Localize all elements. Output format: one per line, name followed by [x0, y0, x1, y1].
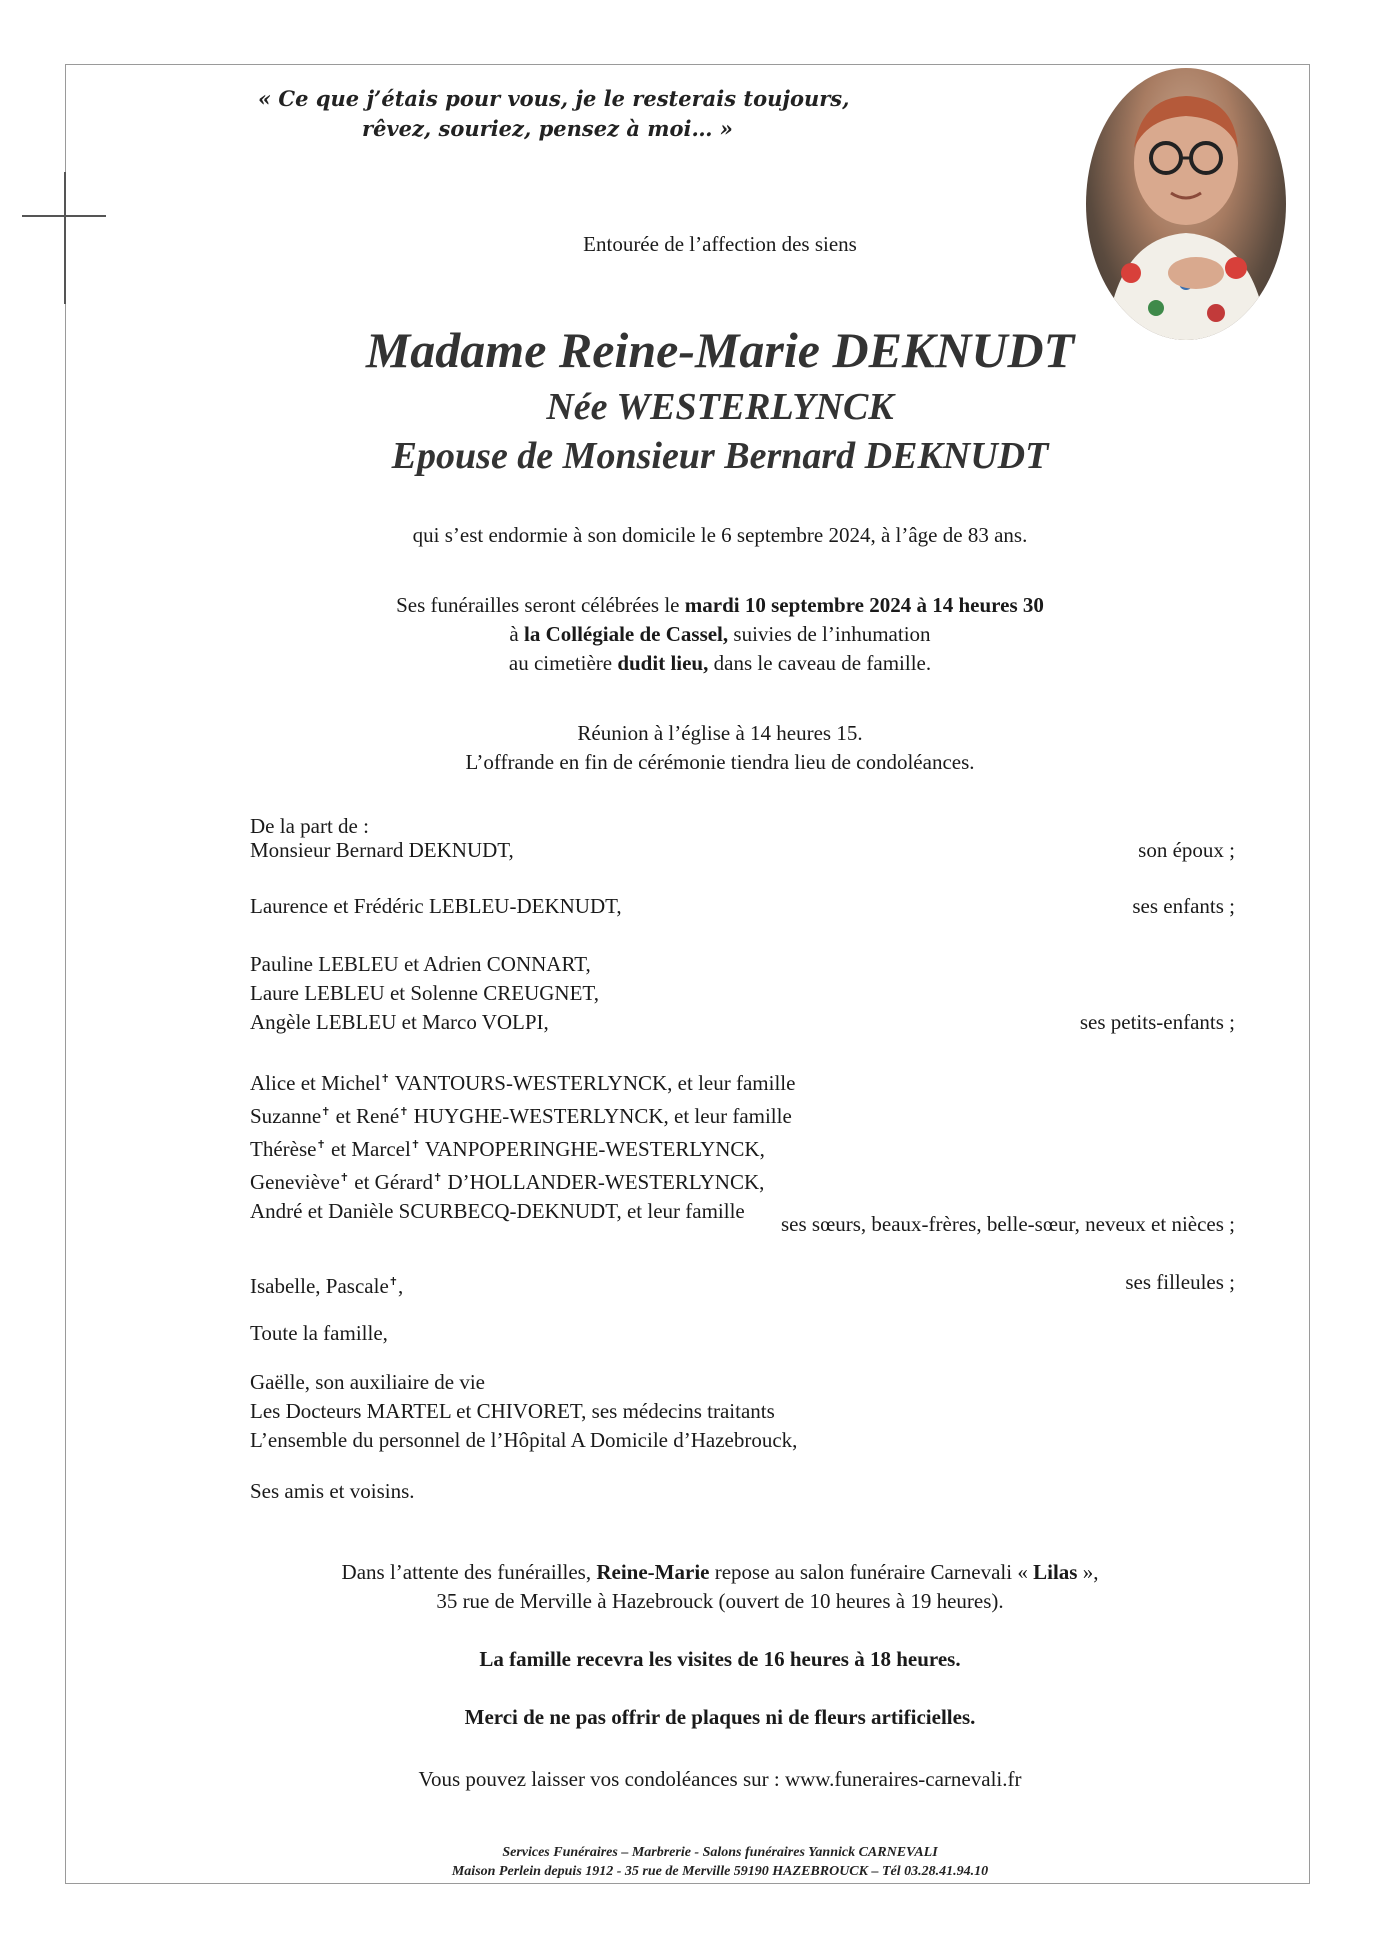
- sibling-2a: Suzanne: [250, 1104, 322, 1128]
- funeral-line-2b: suivies de l’inhumation: [728, 622, 931, 646]
- salon-line-2: 35 rue de Merville à Hazebrouck (ouvert de 10 heures à 19 heures).: [436, 1589, 1004, 1613]
- sibling-3b: et Marcel: [325, 1137, 411, 1161]
- meeting-details: [230, 719, 1210, 777]
- meeting-line-1: Réunion à l’église à 14 heures 15.: [577, 721, 863, 745]
- children-names: Laurence et Frédéric LEBLEU-DEKNUDT,: [250, 894, 622, 918]
- siblings-relation: ses sœurs, beaux-frères, belle-sœur, neveux et nièces ;: [781, 1212, 1235, 1236]
- family-siblings: [250, 1065, 1235, 1236]
- footer: [230, 1843, 1210, 1881]
- salon-details: [230, 1558, 1210, 1616]
- cross-mark: ✝: [339, 1172, 350, 1184]
- sibling-4b: et Gérard: [349, 1170, 433, 1194]
- cross-mark: ✝: [321, 1106, 331, 1118]
- sibling-4c: D’HOLLANDER-WESTERLYNCK,: [442, 1170, 765, 1194]
- grandchild-3: Angèle LEBLEU et Marco VOLPI,: [250, 1010, 549, 1034]
- sibling-2b: et René: [330, 1104, 400, 1128]
- family-grandchildren: [250, 950, 1235, 1037]
- quote-line-2: rêvez, souriez, pensez à moi… »: [362, 116, 733, 141]
- footer-line-1: Services Funéraires – Marbrerie - Salons funéraires Yannick CARNEVALI: [502, 1845, 938, 1860]
- sibling-5: André et Danièle SCURBECQ-DEKNUDT, et leur famille: [250, 1199, 745, 1223]
- passing-line: qui s’est endormie à son domicile le 6 septembre 2024, à l’âge de 83 ans.: [412, 523, 1028, 547]
- portrait-photo: [1086, 68, 1286, 340]
- cross-mark: ✝: [316, 1139, 326, 1151]
- footer-line-2: Maison Perlein depuis 1912 - 35 rue de Merville 59190 HAZEBROUCK – Tél 03.28.41.94.10: [451, 1864, 989, 1879]
- cross-horizontal: [22, 215, 106, 217]
- salon-line-1a: Dans l’attente des funérailles,: [341, 1560, 597, 1584]
- caregivers: [250, 1368, 797, 1455]
- funeral-cemetery: dudit lieu,: [617, 651, 709, 675]
- funeral-date: mardi 10 septembre 2024 à 14 heures 30: [684, 593, 1044, 617]
- cross-vertical: [64, 172, 66, 304]
- cross-mark: ✝: [399, 1106, 409, 1118]
- sibling-1a: Alice et Michel: [250, 1071, 381, 1095]
- cross-mark: ✝: [388, 1276, 398, 1288]
- family-children: [250, 892, 1235, 921]
- friends-line: Ses amis et voisins.: [250, 1479, 415, 1503]
- husband-relation: son époux ;: [1138, 838, 1235, 862]
- husband-name: Monsieur Bernard DEKNUDT,: [250, 838, 514, 862]
- goddaughters-relation: ses filleules ;: [1125, 1270, 1235, 1294]
- sibling-3a: Thérèse: [250, 1137, 317, 1161]
- funeral-line-1: Ses funérailles seront célébrées le: [396, 593, 685, 617]
- deceased-name: Madame Reine-Marie DEKNUDT: [365, 322, 1075, 378]
- grandchild-1: Pauline LEBLEU et Adrien CONNART,: [250, 952, 591, 976]
- children-relation: ses enfants ;: [1132, 894, 1235, 918]
- funeral-line-3a: au cimetière: [508, 651, 618, 675]
- sibling-4a: Geneviève: [250, 1170, 340, 1194]
- salon-name-bold: Reine-Marie: [596, 1560, 710, 1584]
- goddaughters-names: Isabelle, Pascale: [250, 1274, 389, 1298]
- visits-line: La famille recevra les visites de 16 heures à 18 heures.: [479, 1647, 961, 1671]
- salon-line-1e: »,: [1077, 1560, 1099, 1584]
- salon-line-1c: repose au salon funéraire Carnevali «: [709, 1560, 1034, 1584]
- family-goddaughters: [250, 1268, 1235, 1301]
- caregiver-1: Gaëlle, son auxiliaire de vie: [250, 1370, 485, 1394]
- caregiver-3: L’ensemble du personnel de l’Hôpital A Domicile d’Hazebrouck,: [250, 1428, 798, 1452]
- quote-line-1: « Ce que j’étais pour vous, je le resterais toujours,: [258, 86, 850, 111]
- intro-line: Entourée de l’affection des siens: [583, 232, 857, 256]
- funeral-details: [230, 591, 1210, 678]
- funeral-line-3b: dans le caveau de famille.: [708, 651, 932, 675]
- funeral-line-2a: à: [509, 622, 524, 646]
- condolences-line: Vous pouvez laisser vos condoléances sur : www.funeraires-carnevali.fr: [418, 1767, 1022, 1791]
- from-label: De la part de :: [250, 814, 369, 838]
- no-flowers-line: Merci de ne pas offrir de plaques ni de fleurs artificielles.: [464, 1705, 976, 1729]
- spouse-line: Epouse de Monsieur Bernard DEKNUDT: [391, 435, 1049, 477]
- grandchild-2: Laure LEBLEU et Solenne CREUGNET,: [250, 981, 599, 1005]
- salon-room: Lilas: [1033, 1560, 1078, 1584]
- cross-mark: ✝: [432, 1172, 443, 1184]
- portrait-illustration: [1086, 68, 1286, 340]
- maiden-name: Née WESTERLYNCK: [546, 386, 894, 428]
- sibling-3c: VANPOPERINGHE-WESTERLYNCK,: [420, 1137, 765, 1161]
- caregiver-2: Les Docteurs MARTEL et CHIVORET, ses médecins traitants: [250, 1399, 775, 1423]
- cross-mark: ✝: [410, 1139, 421, 1151]
- funeral-place: la Collégiale de Cassel,: [524, 622, 729, 646]
- sibling-2c: HUYGHE-WESTERLYNCK, et leur famille: [408, 1104, 792, 1128]
- meeting-line-2: L’offrande en fin de cérémonie tiendra lieu de condoléances.: [465, 750, 975, 774]
- cross-mark: ✝: [380, 1073, 390, 1085]
- sibling-1b: VANTOURS-WESTERLYNCK, et leur famille: [389, 1071, 796, 1095]
- whole-family: Toute la famille,: [250, 1321, 388, 1345]
- epitaph-quote: [258, 84, 849, 144]
- family-husband: [250, 836, 1235, 865]
- goddaughters-comma: ,: [398, 1274, 404, 1298]
- grandchildren-relation: ses petits-enfants ;: [1079, 1010, 1235, 1034]
